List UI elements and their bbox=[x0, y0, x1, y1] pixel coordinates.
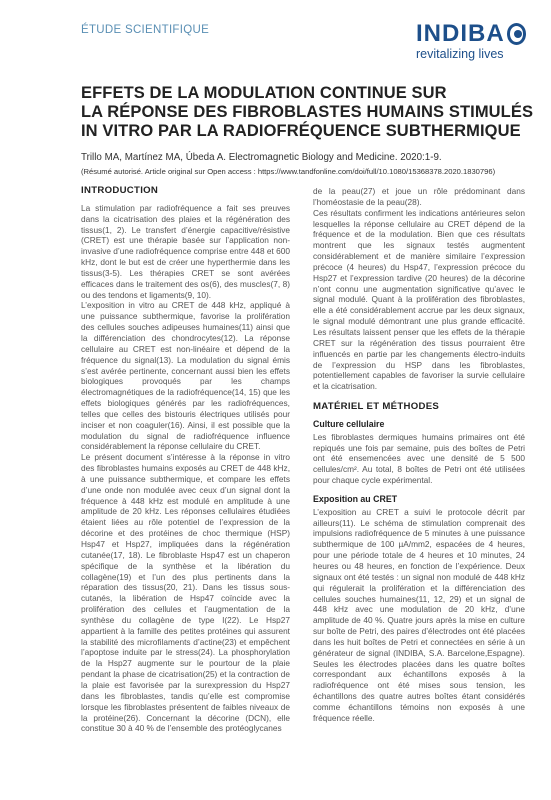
indiba-logo bbox=[416, 22, 526, 61]
authorization-note: (Résumé autorisé. Article original sur Open access : https://www.tandfonline.com/doi/full/10.1080/15368378.2020.1830796) bbox=[81, 167, 496, 176]
logo-wordmark bbox=[416, 22, 526, 46]
section-eyebrow: ÉTUDE SCIENTIFIQUE bbox=[81, 24, 210, 36]
intro-heading: INTRODUCTION bbox=[81, 185, 159, 196]
article-title bbox=[81, 84, 534, 141]
left-column bbox=[81, 186, 290, 734]
right-column bbox=[313, 186, 525, 724]
title-line: EFFETS DE LA MODULATION CONTINUE SUR bbox=[81, 84, 447, 102]
logo-circle-icon bbox=[507, 23, 526, 45]
culture-subheading: Culture cellulaire bbox=[313, 418, 385, 429]
logo-text: INDIBA bbox=[416, 20, 505, 47]
intro-continued-paragraph: de la peau(27) et joue un rôle prédominant dans l’homéostasie de la peau(28). bbox=[313, 186, 525, 207]
title-line: IN VITRO PAR LA RADIOFRÉQUENCE SUBTHERMIQUE bbox=[81, 122, 521, 140]
methods-heading: MATÉRIEL ET MÉTHODES bbox=[313, 401, 440, 413]
results-summary-paragraph: Ces résultats confirment les indications antérieures selon lesquelles la réponse cellulaire au CRET dépend de la fréquence et de la modulation. Bien que ces résultats montrent que les signaux testés augmentent considérablement et de manière similaire l’expression précoce (4 heures) du Hsp47, l’expression précoce du Hsp27 et l’expression tardive (20 heures) de la décorine n’ont connu une augmentation significative qu’avec le signal modulé. Quant à la prolifération des fibroblastes, elle a été considérablement accrue par les deux signaux, le signal modulé démontrant une plus grande efficacité. Les résultats laissent penser que les effets de la thérapie CRET sur la régénération des tissus pourraient être influencés en partie par les changements électro-induits de l’expression du HSP dans les fibroblastes, potentiellement capables de favoriser la survie cellulaire et la cicatrisation. bbox=[313, 207, 525, 392]
intro-paragraph-3: Le présent document s’intéresse à la réponse in vitro des fibroblastes humains exposés au CRET de 448 kHz, à une puissance subthermique, et compare les effets d’une onde non modulée avec ceux d’un signal dont la fréquence à 448 kHz est modulé en amplitude à une amplitude de 20 kHz. Les réponses cellulaires étudiées étaient liées au rôle potentiel de l’expression de la décorine et des protéines de choc thermique (HSP) Hsp47 et Hsp27, impliquées dans la régénération cutanée(17, 18). Le fibroblaste Hsp47 est un chaperon spécifique de la synthèse et la libération du collagène(19) et l’un des plus pertinents dans la réparation des tissus(20, 21). Dans les tissus sous-cutanés, la libération de Hsp47 coïncide avec la prolifération des cellules et l’augmentation de la synthèse du collagène de type I(22). Le Hsp27 appartient à la famille des petites protéines qui assurent la stabilité des microfilaments d’actine(23) et empêchent l’apoptose induite par le stress(24). La phosphorylation de la Hsp27 augmente sur le pourtour de la plaie pendant la phase de cicatrisation(25) et la contraction de la plaie est favorisée par la surexpression du Hsp27 dans les fibroblastes, tandis qu’elle est compromise lorsque les fibroblastes présentent de faibles niveaux de la protéine(26). Concernant la décorine (DCN), elle constitue 30 à 40 % de l’ensemble des protéoglycanes bbox=[81, 452, 290, 734]
exposure-subheading: Exposition au CRET bbox=[313, 493, 398, 504]
logo-tagline: revitalizing lives bbox=[416, 47, 504, 61]
title-line: LA RÉPONSE DES FIBROBLASTES HUMAINS STIMULÉS bbox=[81, 103, 534, 121]
intro-paragraph-1: La stimulation par radiofréquence a fait ses preuves dans la cicatrisation des plaies et la régénération des tissus(1, 2). Le transfert d’énergie capacitive/résistive (CRET) est une thérapie basée sur l’application non-invasive d’une radiofréquence comprise entre 448 et 600 kHz, dont le but est de créer une hyperthermie dans les tissus(3-5). Les thérapies CRET se sont avérées efficaces dans le traitement des os(6), des muscles(7, 8) ou des tendons et ligaments(9, 10). bbox=[81, 202, 290, 300]
culture-paragraph: Les fibroblastes dermiques humains primaires ont été repiqués une fois par semaine, puis des boîtes de Petri ont été ensemencées avec une densité de 5 500 cellules/cm². Au total, 8 boîtes de Petri ont été utilisées pour chaque cycle expérimental. bbox=[313, 431, 525, 486]
intro-paragraph-2: L’exposition in vitro au CRET de 448 kHz, appliqué à une puissance subthermique, favorise la prolifération des cellules souches adipeuses humaines(11) ainsi que la différenciation des chondrocytes(12). La réponse cellulaire au CRET est non-linéaire et dépend de la fréquence du signal(13). La modulation du signal émis s’est avérée pertinente, concernant aussi bien les effets biologiques provoqués par les champs électromagnétiques de la radiofréquence(14, 15) que les effets biologiques générés par les radiofréquences, telles que celles des bistouris électriques utilisés pour inciser et non coaguler(16). Ainsi, il est possible que la modulation du signal de radiofréquence influence considérablement la réponse cellulaire du CRET. bbox=[81, 300, 290, 452]
exposure-paragraph: L’exposition au CRET a suivi le protocole décrit par ailleurs(11). Le schéma de stimulation comprenait des impulsions radiofréquence de 5 minutes à une puissance subthermique de 100 µA/mm2, espacées de 4 heures, pour une période totale de 4 heures et 10 minutes, 24 heures ou 48 heures, en fonction de l’expérience. Deux signaux ont été testés : un signal non modulé de 448 kHz qui régulerait la prolifération et la différenciation des cellules souches humaines(11, 12, 29) et un signal de 448 kHz avec une modulation de 20 kHz, d’une amplitude de 40 %. Quatre jours après la mise en culture sur boîte de Petri, des paires d’électrodes ont été placées dans les huit boîtes de Petri et connectées en série à un générateur de signal (INDIBA, S.A. Barcelone,Espagne). Seules les électrodes placées dans les quatre boîtes correspondant aux échantillons exposés à la radiofréquence ont été mises sous tension, les échantillons des quatre autres boîtes étant considérés comme échantillons témoins non exposés à une fréquence réelle. bbox=[313, 506, 525, 723]
article-authors: Trillo MA, Martínez MA, Úbeda A. Electromagnetic Biology and Medicine. 2020:1-9. bbox=[81, 152, 442, 163]
